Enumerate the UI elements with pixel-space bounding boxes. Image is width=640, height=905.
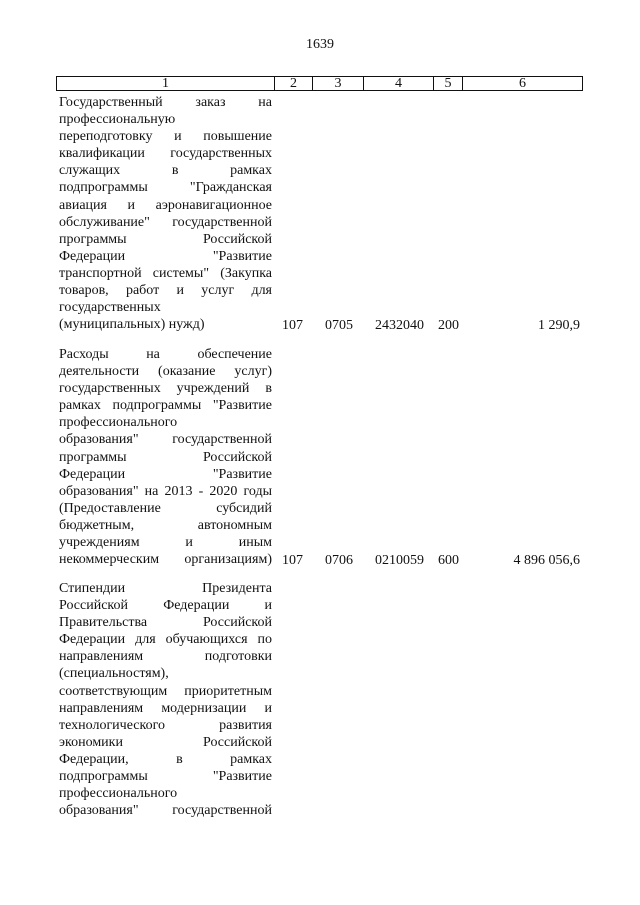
row-2-line: бюджетным, автономным: [59, 517, 272, 533]
row-3-line: Российской Федерации и: [59, 598, 272, 614]
row-2-line: Расходы на обеспечение: [59, 347, 272, 362]
table-header-row: [56, 76, 583, 91]
row-3-line: технологического развития: [59, 717, 272, 733]
row-2-amount: 4 896 056,6: [513, 553, 580, 568]
row-1-line: авиация и аэронавигационное: [59, 197, 272, 213]
row-1-expense-type: 200: [438, 318, 459, 333]
row-1-ministry: 107: [282, 318, 303, 333]
row-2-line: некоммерческим организациям): [59, 552, 272, 568]
row-1-line: профессиональную: [59, 112, 176, 128]
row-3-line: экономики Российской: [59, 734, 272, 750]
row-3-line: образования" государственной: [59, 803, 272, 819]
row-2-expense-type: 600: [438, 553, 459, 568]
row-2-section: 0706: [325, 553, 353, 568]
row-2-target: 0210059: [375, 553, 424, 568]
row-1-line: переподготовку и повышение: [59, 129, 272, 145]
row-1-line: государственных: [59, 300, 161, 316]
row-1-line: квалификации государственных: [59, 146, 272, 162]
row-1-line: подпрограммы "Гражданская: [59, 180, 272, 196]
row-1-amount: 1 290,9: [538, 318, 580, 333]
header-col-3: 3: [313, 77, 364, 90]
header-col-4: 4: [364, 77, 434, 90]
row-3-line: Федерации, в рамках: [59, 751, 272, 767]
row-3-line: подпрограммы "Развитие: [59, 769, 272, 785]
row-1-line: (муниципальных) нужд): [59, 317, 205, 333]
row-2-line: учреждениям и иным: [59, 535, 272, 551]
row-2-description: [59, 346, 272, 568]
row-1-target: 2432040: [375, 318, 424, 333]
row-1-line: служащих в рамках: [59, 163, 272, 179]
header-col-2: 2: [275, 77, 313, 90]
row-2-ministry: 107: [282, 553, 303, 568]
row-2-line: Федерации "Развитие: [59, 466, 272, 482]
page-number: 1639: [306, 37, 334, 52]
row-3-line: направлениям подготовки: [59, 649, 272, 665]
row-3-description: [59, 580, 272, 819]
row-1-line: Государственный заказ на: [59, 95, 272, 110]
header-col-5: 5: [434, 77, 463, 90]
row-3-line: направлениям модернизации и: [59, 700, 272, 716]
row-3-line: (специальностям),: [59, 666, 169, 682]
header-col-6: 6: [519, 76, 526, 91]
row-2-line: программы Российской: [59, 449, 272, 465]
row-2-line: (Предоставление субсидий: [59, 500, 272, 516]
row-1-description: [59, 94, 272, 333]
row-2-line: образования" на 2013 - 2020 годы: [59, 483, 272, 499]
row-2-line: рамках подпрограммы "Развитие: [59, 398, 272, 414]
row-2-line: деятельности (оказание услуг): [59, 364, 272, 380]
row-1-line: Федерации "Развитие: [59, 248, 272, 264]
row-2-line: государственных учреждений в: [59, 381, 272, 397]
row-3-line: Правительства Российской: [59, 615, 272, 631]
row-1-line: программы Российской: [59, 231, 272, 247]
row-1-line: обслуживание" государственной: [59, 214, 272, 230]
row-3-line: Стипендии Президента: [59, 581, 272, 596]
row-1-line: товаров, работ и услуг для: [59, 283, 272, 299]
header-col-1: 1: [57, 77, 275, 90]
row-1-section: 0705: [325, 318, 353, 333]
row-3-line: соответствующим приоритетным: [59, 683, 272, 699]
row-3-line: профессионального: [59, 786, 178, 802]
row-3-line: Федерации для обучающихся по: [59, 632, 272, 648]
row-2-line: образования" государственной: [59, 432, 272, 448]
row-2-line: профессионального: [59, 415, 178, 431]
row-1-line: транспортной системы" (Закупка: [59, 265, 272, 281]
